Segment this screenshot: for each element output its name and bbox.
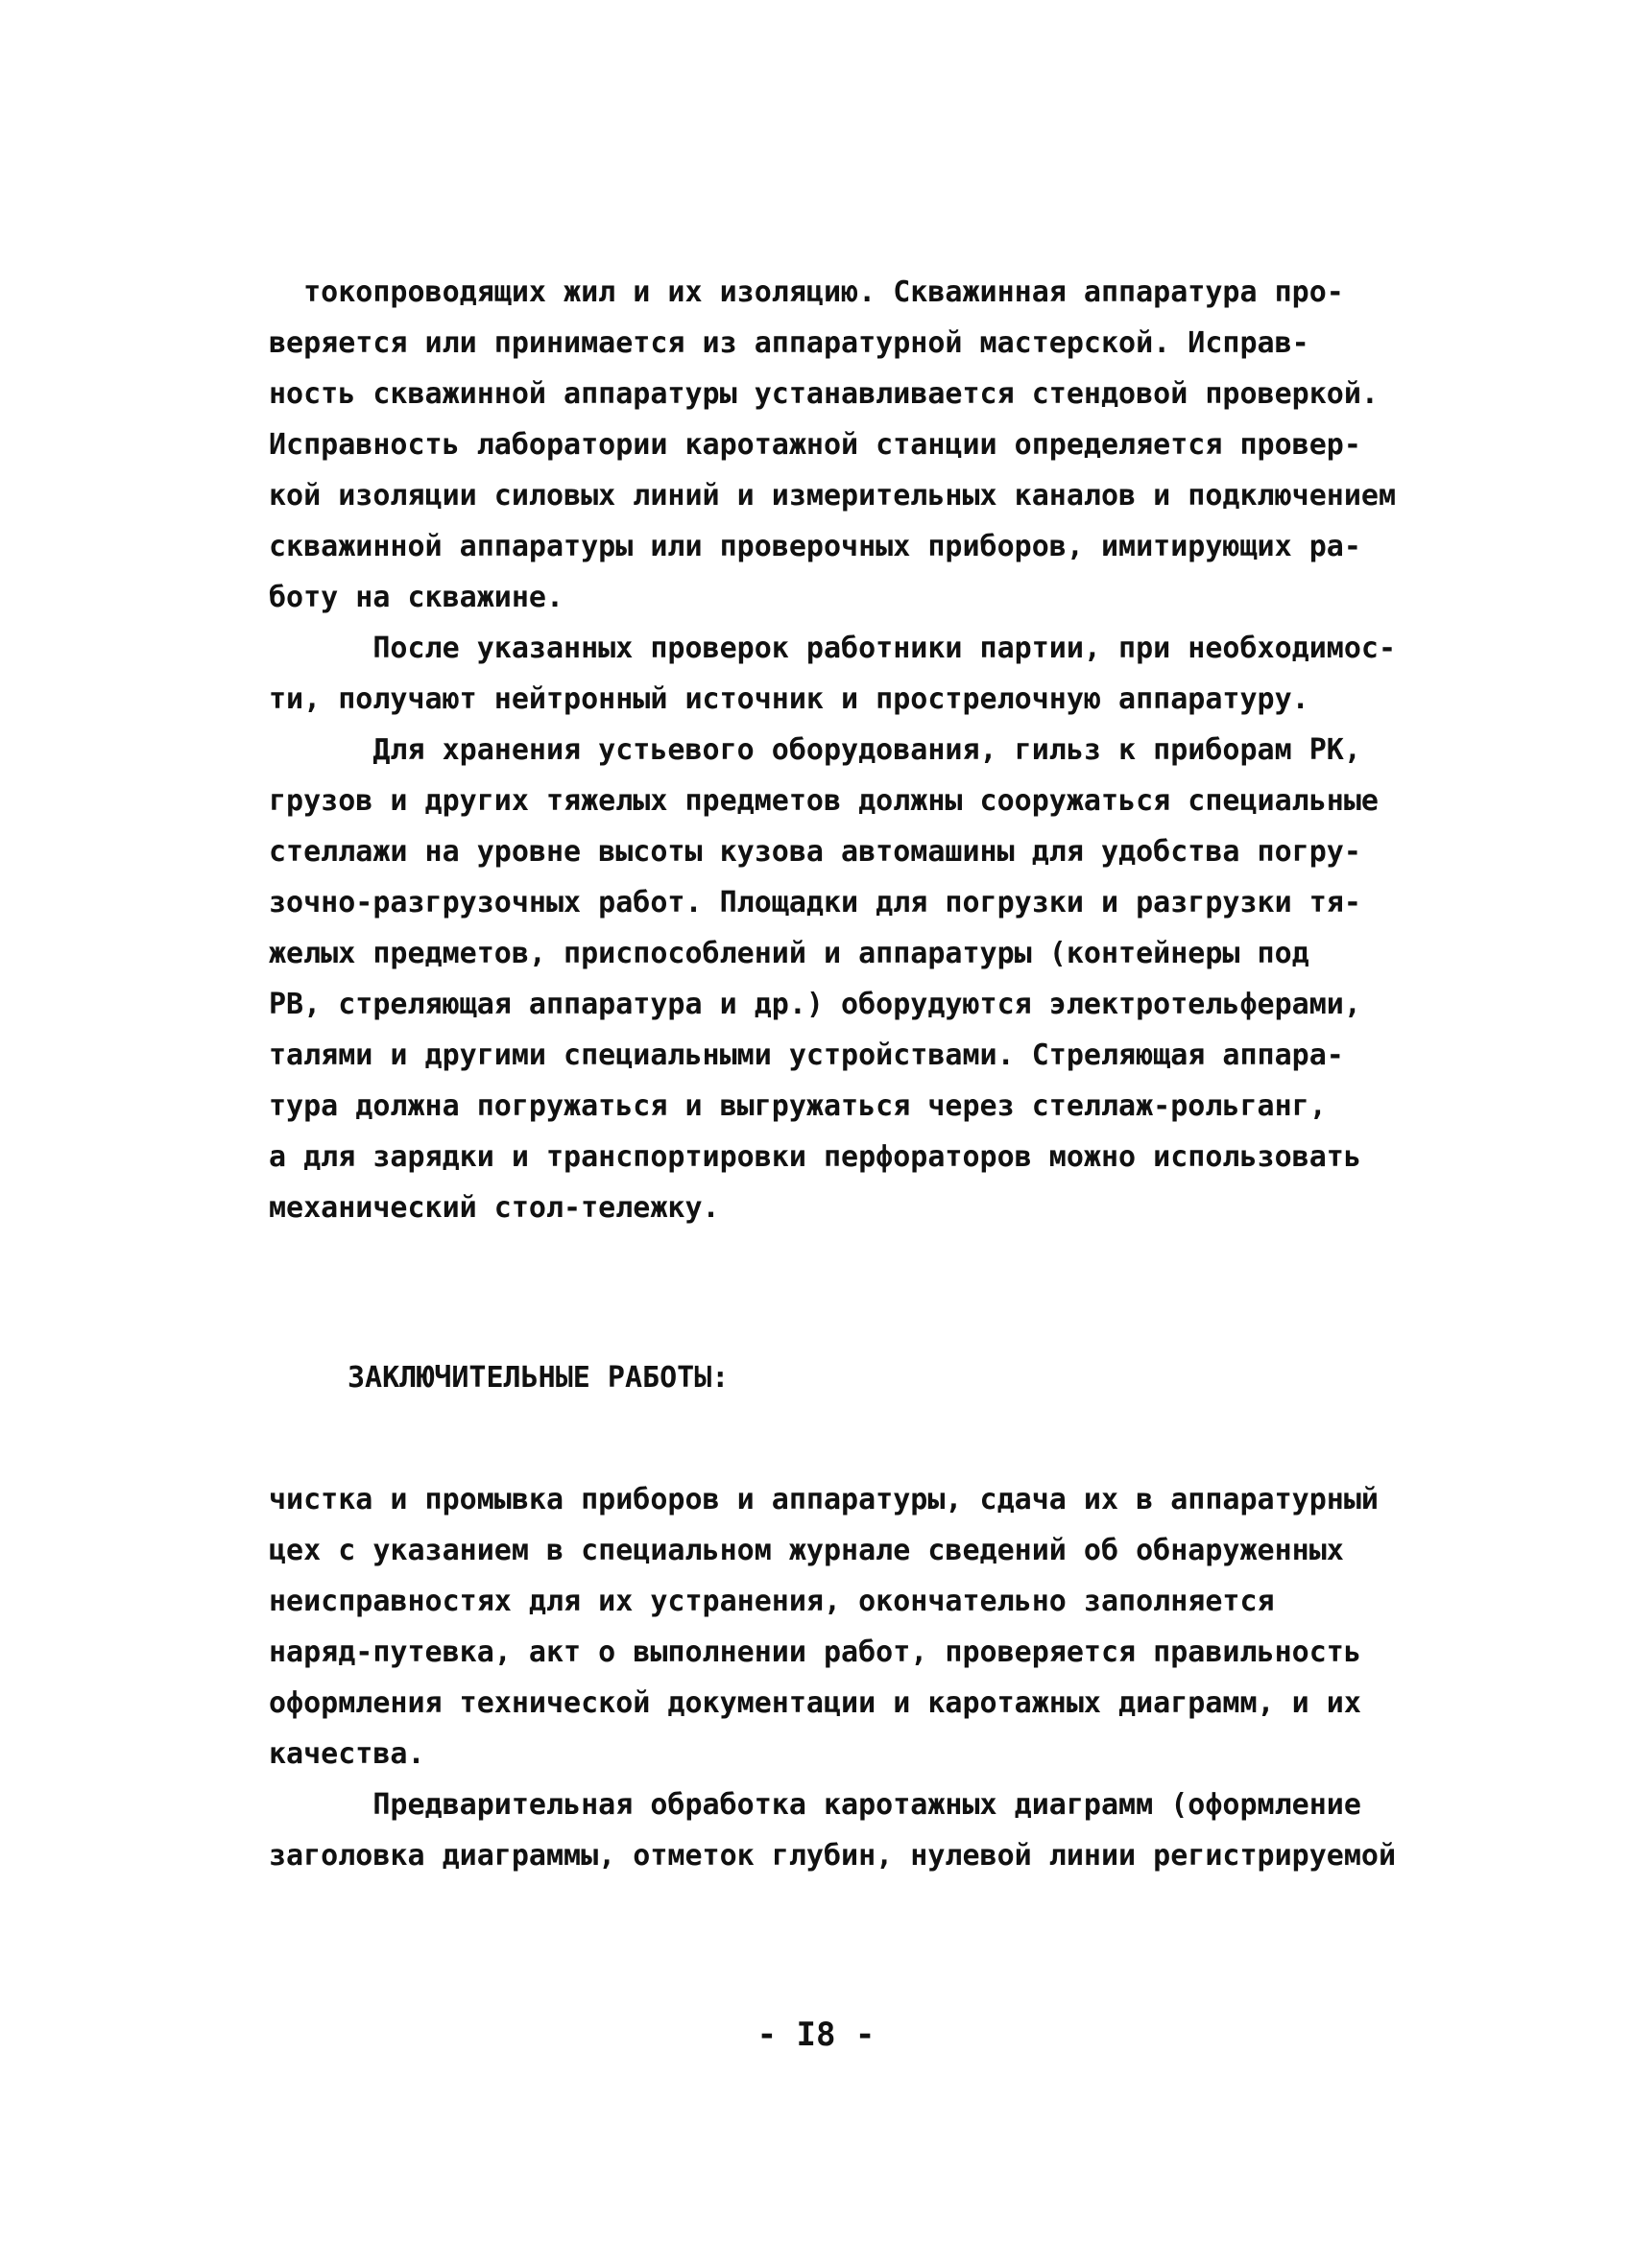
text-line: зочно-разгрузочных работ. Площадки для погрузки и разгрузки тя- xyxy=(269,886,1361,919)
text-line: грузов и других тяжелых предметов должны сооружаться специальные xyxy=(269,784,1379,818)
section-heading: ЗАКЛЮЧИТЕЛЬНЫЕ РАБОТЫ: xyxy=(348,1361,730,1395)
text-line: желых предметов, приспособлений и аппаратуры (контейнеры под xyxy=(269,937,1309,970)
text-line: РВ, стреляющая аппаратура и др.) оборудуются электротельферами, xyxy=(269,988,1361,1021)
text-line: талями и другими специальными устройствами. Стреляющая аппара- xyxy=(269,1039,1344,1072)
text-line: ти, получают нейтронный источник и прострелочную аппаратуру. xyxy=(269,682,1309,716)
text-line: боту на скважине. xyxy=(269,581,564,614)
text-line: скважинной аппаратуры или проверочных приборов, имитирующих ра- xyxy=(269,530,1361,563)
text-line: цех с указанием в специальном журнале сведений об обнаруженных xyxy=(269,1534,1344,1567)
text-line: а для зарядки и транспортировки перфораторов можно использовать xyxy=(269,1140,1361,1174)
page-number: - I8 - xyxy=(756,2016,876,2054)
text-line: ность скважинной аппаратуры устанавливается стендовой проверкой. xyxy=(269,377,1379,411)
text-line: неисправностях для их устранения, окончательно заполняется xyxy=(269,1585,1275,1618)
text-line: Исправность лаборатории каротажной станции определяется провер- xyxy=(269,428,1361,462)
text-line: Предварительная обработка каротажных диаграмм (оформление xyxy=(269,1788,1361,1822)
text-block-2 xyxy=(269,1474,1396,1881)
text-line: оформления технической документации и каротажных диаграмм, и их xyxy=(269,1686,1361,1720)
text-line: механический стол-тележку. xyxy=(269,1191,720,1225)
text-line: наряд-путевка, акт о выполнении работ, проверяется правильность xyxy=(269,1635,1361,1669)
text-line: чистка и промывка приборов и аппаратуры, сдача их в аппаратурный xyxy=(269,1483,1379,1516)
text-block-1 xyxy=(269,267,1396,1233)
text-line: веряется или принимается из аппаратурной мастерской. Исправ- xyxy=(269,326,1309,360)
text-line: После указанных проверок работники партии, при необходимос- xyxy=(269,632,1396,665)
text-line: кой изоляции силовых линий и измерительных каналов и подключением xyxy=(269,479,1396,513)
text-line: Для хранения устьевого оборудования, гильз к приборам РК, xyxy=(269,733,1361,767)
text-line: токопроводящих жил и их изоляцию. Скважинная аппаратура про- xyxy=(269,275,1344,309)
text-line: стеллажи на уровне высоты кузова автомашины для удобства погру- xyxy=(269,835,1361,869)
text-line: тура должна погружаться и выгружаться через стеллаж-рольганг, xyxy=(269,1089,1327,1123)
text-line: заголовка диаграммы, отметок глубин, нулевой линии регистрируемой xyxy=(269,1839,1396,1873)
text-line: качества. xyxy=(269,1737,425,1771)
